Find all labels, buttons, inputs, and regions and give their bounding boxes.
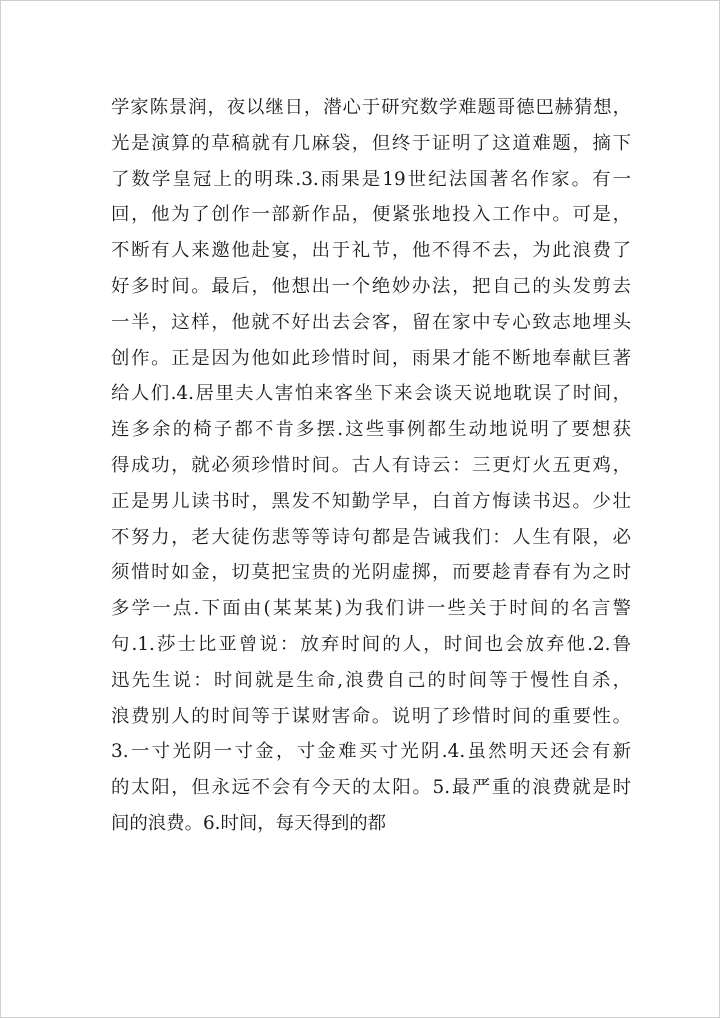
text-line: 正是男儿读书时，黑发不知勤学早，白首方悔读书迟。少壮 (111, 490, 631, 512)
text-line: 句.1.莎士比亚曾说：放弃时间的人，时间也会放弃他.2.鲁 (111, 633, 631, 655)
text-line: 须惜时如金，切莫把宝贵的光阴虚掷，而要趁青春有为之时 (111, 562, 631, 584)
body-text (111, 90, 631, 842)
text-line: 浪费别人的时间等于谋财害命。说明了珍惜时间的重要性。 (111, 705, 631, 727)
text-line: 了数学皇冠上的明珠.3.雨果是19世纪法国著名作家。有一 (111, 168, 631, 190)
text-line: 间的浪费。6.时间，每天得到的都 (111, 812, 387, 834)
text-line: 得成功，就必须珍惜时间。古人有诗云：三更灯火五更鸡， (111, 454, 631, 476)
text-line: 创作。正是因为他如此珍惜时间，雨果才能不断地奉献巨著 (111, 347, 631, 369)
text-line: 3.一寸光阴一寸金，寸金难买寸光阴.4.虽然明天还会有新 (111, 741, 631, 763)
text-line: 迅先生说：时间就是生命,浪费自己的时间等于慢性自杀， (111, 669, 631, 691)
text-line: 一半，这样，他就不好出去会客，留在家中专心致志地埋头 (111, 311, 631, 333)
text-line: 学家陈景润，夜以继日，潜心于研究数学难题哥德巴赫猜想， (111, 97, 631, 118)
text-line: 不断有人来邀他赴宴，出于礼节，他不得不去，为此浪费了 (111, 240, 631, 262)
text-line: 不努力，老大徒伤悲等等诗句都是告诫我们：人生有限，必 (111, 526, 631, 548)
text-line: 光是演算的草稿就有几麻袋，但终于证明了这道难题，摘下 (111, 132, 631, 154)
text-line: 连多余的椅子都不肯多摆.这些事例都生动地说明了要想获 (111, 419, 631, 441)
text-line: 的太阳，但永远不会有今天的太阳。5.最严重的浪费就是时 (111, 777, 631, 799)
text-line: 回，他为了创作一部新作品，便紧张地投入工作中。可是， (111, 204, 631, 226)
text-line: 好多时间。最后，他想出一个绝妙办法，把自己的头发剪去 (111, 275, 631, 297)
text-line: 多学一点.下面由(某某某)为我们讲一些关于时间的名言警 (111, 598, 631, 620)
text-line: 给人们.4.居里夫人害怕来客坐下来会谈天说地耽误了时间， (111, 383, 631, 405)
